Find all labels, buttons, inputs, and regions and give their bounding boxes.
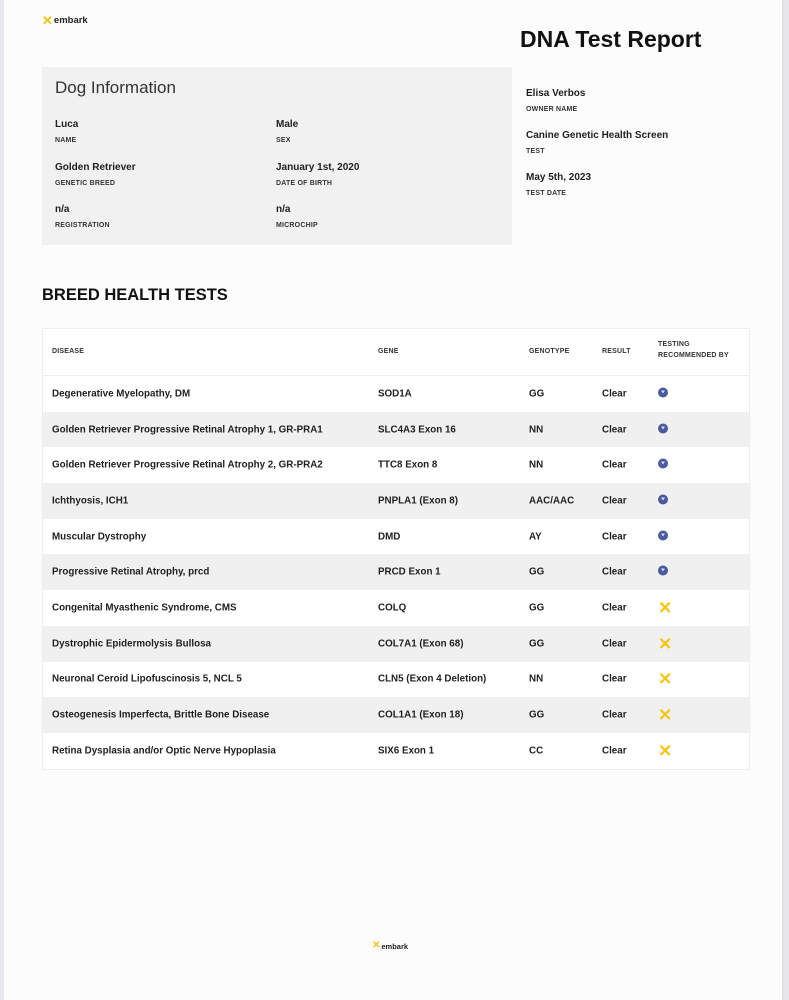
- result-cell: Clear: [602, 745, 627, 757]
- recommended-by-cell: [658, 530, 668, 543]
- embark-star-icon: ✕: [658, 705, 673, 725]
- disease-cell: Neuronal Ceroid Lipofuscinosis 5, NCL 5: [52, 673, 242, 685]
- recommended-by-cell: [658, 423, 668, 436]
- genotype-cell: GG: [529, 388, 545, 400]
- gene-cell: DMD: [378, 531, 401, 543]
- test-date-field: [526, 172, 591, 197]
- disease-cell: Dystrophic Epidermolysis Bullosa: [52, 638, 211, 650]
- disease-cell: Degenerative Myelopathy, DM: [52, 388, 191, 400]
- embark-star-icon: ✕: [658, 741, 673, 761]
- recommended-by-cell: [658, 387, 668, 400]
- dog-name-field: [55, 119, 78, 144]
- disease-cell: Golden Retriever Progressive Retinal Atrophy 1, GR-PRA1: [52, 424, 323, 436]
- table-row: [43, 483, 749, 519]
- header-gene: GENE: [378, 348, 399, 355]
- disease-cell: Retina Dysplasia and/or Optic Nerve Hypoplasia: [52, 745, 276, 757]
- dog-information-title: Dog Information: [55, 78, 176, 97]
- dog-dob-label: DATE OF BIRTH: [276, 180, 333, 187]
- footer-logo-icon: ✕: [372, 940, 381, 951]
- dog-sex-value: Male: [276, 119, 299, 130]
- table-row: [43, 590, 749, 626]
- recommended-by-cell: [658, 707, 672, 724]
- result-cell: Clear: [602, 459, 627, 471]
- circle-badge-icon: [658, 566, 668, 576]
- gene-cell: COL7A1 (Exon 68): [378, 638, 464, 650]
- test-name-label: TEST: [526, 148, 545, 155]
- result-cell: Clear: [602, 673, 627, 685]
- recommended-by-cell: [658, 459, 668, 472]
- table-row: [43, 733, 749, 769]
- disease-cell: Golden Retriever Progressive Retinal Atrophy 2, GR-PRA2: [52, 459, 323, 471]
- gene-cell: PRCD Exon 1: [378, 566, 441, 578]
- recommended-by-cell: [658, 635, 672, 652]
- disease-cell: Progressive Retinal Atrophy, prcd: [52, 566, 210, 578]
- table-row: [43, 519, 749, 555]
- table-row: [43, 554, 749, 590]
- report-title: DNA Test Report: [520, 26, 702, 52]
- result-cell: Clear: [602, 566, 627, 578]
- breed-health-tests-title: BREED HEALTH TESTS: [42, 286, 228, 304]
- circle-badge-icon: [658, 459, 668, 469]
- recommended-by-cell: [658, 599, 672, 616]
- gene-cell: SOD1A: [378, 388, 412, 400]
- dog-name-value: Luca: [55, 119, 79, 130]
- result-cell: Clear: [602, 602, 627, 614]
- circle-badge-icon: [658, 530, 668, 540]
- result-cell: Clear: [602, 531, 627, 543]
- embark-star-icon: ✕: [658, 634, 673, 654]
- dog-breed-value: Golden Retriever: [55, 162, 136, 173]
- test-date-label: TEST DATE: [526, 190, 567, 197]
- dog-name-label: NAME: [55, 137, 77, 144]
- test-name-field: [526, 130, 668, 155]
- genotype-cell: AY: [529, 531, 542, 543]
- genotype-cell: GG: [529, 566, 545, 578]
- table-header: [43, 329, 749, 376]
- dog-microchip-field: [276, 204, 318, 229]
- header-recommended-line2: RECOMMENDED BY: [658, 352, 729, 359]
- genotype-cell: GG: [529, 602, 545, 614]
- recommended-by-cell: [658, 742, 672, 759]
- embark-logo: [42, 14, 88, 27]
- header-recommended-line1: TESTING: [658, 341, 690, 348]
- table-row: [43, 626, 749, 662]
- recommended-by-cell: [658, 566, 668, 579]
- genotype-cell: AAC/AAC: [529, 495, 575, 507]
- result-cell: Clear: [602, 495, 627, 507]
- dog-registration-label: REGISTRATION: [55, 222, 110, 229]
- test-name-value: Canine Genetic Health Screen: [526, 130, 669, 141]
- embark-logo-text: embark: [53, 15, 88, 26]
- gene-cell: COLQ: [378, 602, 407, 614]
- gene-cell: CLN5 (Exon 4 Deletion): [378, 673, 487, 685]
- disease-cell: Ichthyosis, ICH1: [52, 495, 129, 507]
- dog-microchip-value: n/a: [276, 204, 291, 215]
- gene-cell: COL1A1 (Exon 18): [378, 709, 464, 721]
- test-date-value: May 5th, 2023: [526, 172, 592, 183]
- header-genotype: GENOTYPE: [529, 348, 570, 355]
- dog-sex-label: SEX: [276, 137, 291, 144]
- genotype-cell: NN: [529, 459, 544, 471]
- owner-name-label: OWNER NAME: [526, 106, 578, 113]
- dog-information-panel: [42, 67, 512, 245]
- recommended-by-cell: [658, 494, 668, 507]
- header-result: RESULT: [602, 348, 631, 355]
- genotype-cell: GG: [529, 638, 545, 650]
- result-cell: Clear: [602, 709, 627, 721]
- dog-registration-field: [55, 204, 110, 229]
- genotype-cell: NN: [529, 424, 544, 436]
- disease-cell: Muscular Dystrophy: [52, 531, 147, 543]
- genotype-cell: CC: [529, 745, 544, 757]
- footer-logo-text: embark: [381, 941, 409, 951]
- gene-cell: SIX6 Exon 1: [378, 745, 435, 757]
- result-cell: Clear: [602, 388, 627, 400]
- dog-microchip-label: MICROCHIP: [276, 222, 318, 229]
- disease-cell: Congenital Myasthenic Syndrome, CMS: [52, 602, 237, 614]
- header-recommended: [658, 339, 729, 361]
- recommended-by-cell: [658, 671, 672, 688]
- table-row: [43, 662, 749, 698]
- owner-name-field: [526, 88, 585, 113]
- genotype-cell: NN: [529, 673, 544, 685]
- disease-cell: Osteogenesis Imperfecta, Brittle Bone Disease: [52, 709, 270, 721]
- genotype-cell: GG: [529, 709, 545, 721]
- dog-breed-label: GENETIC BREED: [55, 180, 116, 187]
- header-disease: DISEASE: [52, 348, 85, 355]
- dog-dob-field: [276, 162, 359, 187]
- table-row: [43, 376, 749, 412]
- report-page: [4, 0, 782, 1000]
- embark-logo-icon: ✕: [42, 13, 53, 28]
- gene-cell: SLC4A3 Exon 16: [378, 424, 456, 436]
- dog-registration-value: n/a: [55, 204, 70, 215]
- dog-sex-field: [276, 119, 298, 144]
- dog-breed-field: [55, 162, 136, 187]
- footer-embark-logo: [372, 941, 408, 951]
- owner-name-value: Elisa Verbos: [526, 88, 586, 99]
- embark-star-icon: ✕: [658, 598, 673, 618]
- circle-badge-icon: [658, 423, 668, 433]
- embark-star-icon: ✕: [658, 669, 673, 689]
- health-tests-table: [42, 328, 750, 770]
- table-row: [43, 447, 749, 483]
- table-row: [43, 412, 749, 448]
- dog-dob-value: January 1st, 2020: [276, 162, 360, 173]
- table-row: [43, 697, 749, 733]
- circle-badge-icon: [658, 387, 668, 397]
- circle-badge-icon: [658, 494, 668, 504]
- gene-cell: PNPLA1 (Exon 8): [378, 495, 459, 507]
- gene-cell: TTC8 Exon 8: [378, 459, 438, 471]
- result-cell: Clear: [602, 424, 627, 436]
- result-cell: Clear: [602, 638, 627, 650]
